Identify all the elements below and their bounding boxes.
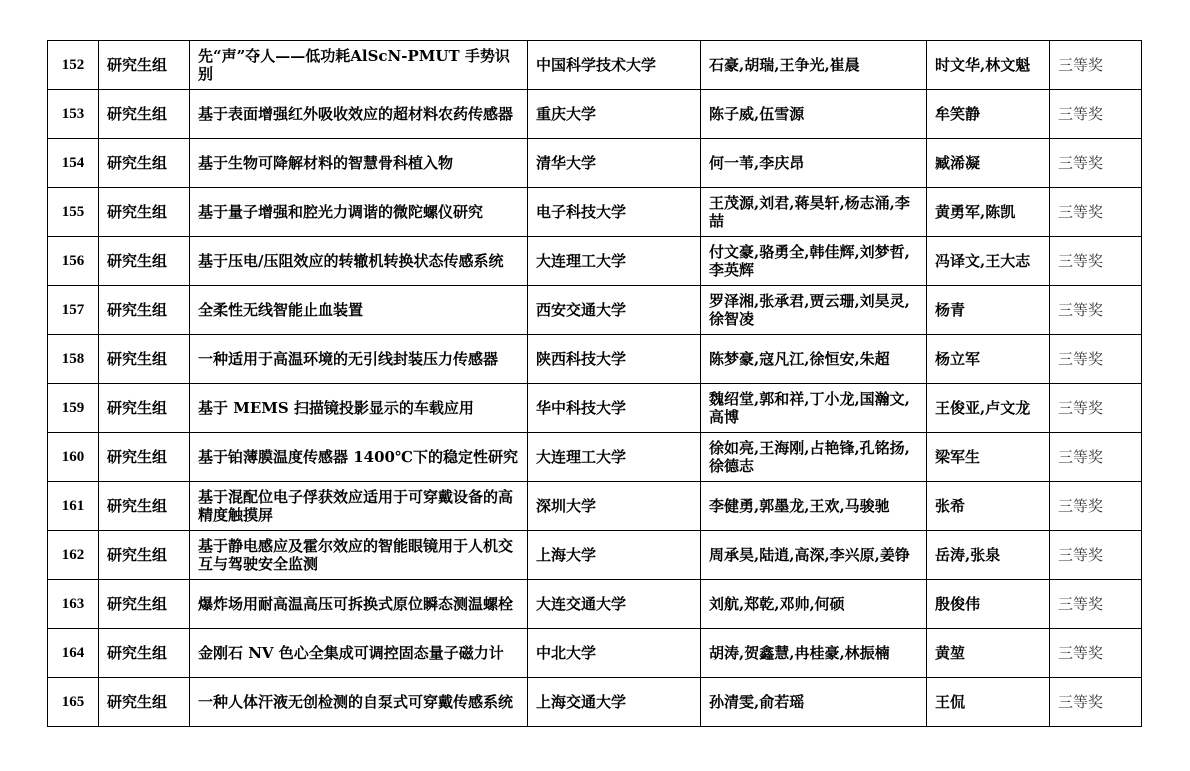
group-cell: 研究生组 <box>99 90 190 139</box>
award-cell: 三等奖 <box>1050 139 1142 188</box>
table-row <box>48 433 1142 482</box>
award-cell: 三等奖 <box>1050 335 1142 384</box>
team-members-cell: 孙清雯,俞若瑶 <box>701 678 927 727</box>
table-row <box>48 139 1142 188</box>
advisors-cell: 时文华,林文魁 <box>927 41 1050 90</box>
award-cell: 三等奖 <box>1050 678 1142 727</box>
group-cell: 研究生组 <box>99 384 190 433</box>
project-title-cell: 基于压电/压阻效应的转辙机转换状态传感系统 <box>190 237 528 286</box>
project-title-cell: 全柔性无线智能止血装置 <box>190 286 528 335</box>
school-cell: 重庆大学 <box>528 90 701 139</box>
advisors-cell: 殷俊伟 <box>927 580 1050 629</box>
project-title-cell: 基于量子增强和腔光力调谐的微陀螺仪研究 <box>190 188 528 237</box>
team-members-cell: 徐如亮,王海刚,占艳锋,孔铭扬,徐德志 <box>701 433 927 482</box>
school-cell: 电子科技大学 <box>528 188 701 237</box>
team-members-cell: 陈梦豪,寇凡江,徐恒安,朱超 <box>701 335 927 384</box>
school-cell: 大连理工大学 <box>528 433 701 482</box>
row-number: 160 <box>48 433 99 482</box>
group-cell: 研究生组 <box>99 237 190 286</box>
advisors-cell: 臧浠凝 <box>927 139 1050 188</box>
award-cell: 三等奖 <box>1050 629 1142 678</box>
award-cell: 三等奖 <box>1050 433 1142 482</box>
advisors-cell: 杨青 <box>927 286 1050 335</box>
award-cell: 三等奖 <box>1050 580 1142 629</box>
table-row <box>48 678 1142 727</box>
table-row <box>48 335 1142 384</box>
school-cell: 上海大学 <box>528 531 701 580</box>
project-title-cell: 一种适用于高温环境的无引线封装压力传感器 <box>190 335 528 384</box>
award-cell: 三等奖 <box>1050 286 1142 335</box>
award-cell: 三等奖 <box>1050 188 1142 237</box>
project-title-cell: 金刚石 NV 色心全集成可调控固态量子磁力计 <box>190 629 528 678</box>
school-cell: 中国科学技术大学 <box>528 41 701 90</box>
project-title-cell: 爆炸场用耐高温高压可拆换式原位瞬态测温螺栓 <box>190 580 528 629</box>
team-members-cell: 魏绍堂,郭和祥,丁小龙,国瀚文,高博 <box>701 384 927 433</box>
group-cell: 研究生组 <box>99 335 190 384</box>
advisors-cell: 王俊亚,卢文龙 <box>927 384 1050 433</box>
school-cell: 大连理工大学 <box>528 237 701 286</box>
table-row <box>48 531 1142 580</box>
table-row <box>48 384 1142 433</box>
project-title-cell: 先“声”夺人——低功耗AlScN-PMUT 手势识别 <box>190 41 528 90</box>
advisors-cell: 牟笑静 <box>927 90 1050 139</box>
row-number: 152 <box>48 41 99 90</box>
project-title-cell: 基于表面增强红外吸收效应的超材料农药传感器 <box>190 90 528 139</box>
advisors-cell: 张希 <box>927 482 1050 531</box>
team-members-cell: 王茂源,刘君,蒋昊轩,杨志涌,李喆 <box>701 188 927 237</box>
team-members-cell: 罗泽湘,张承君,贾云珊,刘昊灵,徐智凌 <box>701 286 927 335</box>
award-cell: 三等奖 <box>1050 531 1142 580</box>
row-number: 153 <box>48 90 99 139</box>
advisors-cell: 冯译文,王大志 <box>927 237 1050 286</box>
table-body <box>48 41 1142 727</box>
school-cell: 上海交通大学 <box>528 678 701 727</box>
team-members-cell: 李健勇,郭墨龙,王欢,马骏驰 <box>701 482 927 531</box>
school-cell: 深圳大学 <box>528 482 701 531</box>
award-cell: 三等奖 <box>1050 237 1142 286</box>
group-cell: 研究生组 <box>99 139 190 188</box>
advisors-cell: 岳涛,张泉 <box>927 531 1050 580</box>
award-cell: 三等奖 <box>1050 41 1142 90</box>
table-row <box>48 188 1142 237</box>
group-cell: 研究生组 <box>99 629 190 678</box>
team-members-cell: 周承昊,陆逍,高深,李兴原,姜铮 <box>701 531 927 580</box>
table-row <box>48 90 1142 139</box>
team-members-cell: 何一苇,李庆昂 <box>701 139 927 188</box>
team-members-cell: 陈子威,伍雪源 <box>701 90 927 139</box>
group-cell: 研究生组 <box>99 188 190 237</box>
table-row <box>48 237 1142 286</box>
school-cell: 清华大学 <box>528 139 701 188</box>
school-cell: 西安交通大学 <box>528 286 701 335</box>
table-row <box>48 580 1142 629</box>
award-cell: 三等奖 <box>1050 482 1142 531</box>
row-number: 156 <box>48 237 99 286</box>
row-number: 159 <box>48 384 99 433</box>
school-cell: 中北大学 <box>528 629 701 678</box>
group-cell: 研究生组 <box>99 482 190 531</box>
team-members-cell: 石豪,胡瑞,王争光,崔晨 <box>701 41 927 90</box>
group-cell: 研究生组 <box>99 286 190 335</box>
advisors-cell: 黄堃 <box>927 629 1050 678</box>
row-number: 163 <box>48 580 99 629</box>
team-members-cell: 刘航,郑乾,邓帅,何硕 <box>701 580 927 629</box>
row-number: 161 <box>48 482 99 531</box>
team-members-cell: 胡涛,贺鑫慧,冉桂豪,林振楠 <box>701 629 927 678</box>
row-number: 157 <box>48 286 99 335</box>
school-cell: 陕西科技大学 <box>528 335 701 384</box>
advisors-cell: 黄勇军,陈凯 <box>927 188 1050 237</box>
project-title-cell: 基于静电感应及霍尔效应的智能眼镜用于人机交互与驾驶安全监测 <box>190 531 528 580</box>
table-row <box>48 629 1142 678</box>
row-number: 155 <box>48 188 99 237</box>
table-row <box>48 482 1142 531</box>
group-cell: 研究生组 <box>99 41 190 90</box>
project-title-cell: 基于混配位电子俘获效应适用于可穿戴设备的高精度触摸屏 <box>190 482 528 531</box>
advisors-cell: 梁军生 <box>927 433 1050 482</box>
row-number: 162 <box>48 531 99 580</box>
advisors-cell: 王侃 <box>927 678 1050 727</box>
award-cell: 三等奖 <box>1050 384 1142 433</box>
row-number: 165 <box>48 678 99 727</box>
group-cell: 研究生组 <box>99 580 190 629</box>
group-cell: 研究生组 <box>99 678 190 727</box>
team-members-cell: 付文豪,骆勇全,韩佳辉,刘梦哲,李英辉 <box>701 237 927 286</box>
project-title-cell: 一种人体汗液无创检测的自泵式可穿戴传感系统 <box>190 678 528 727</box>
row-number: 158 <box>48 335 99 384</box>
group-cell: 研究生组 <box>99 433 190 482</box>
row-number: 154 <box>48 139 99 188</box>
project-title-cell: 基于 MEMS 扫描镜投影显示的车载应用 <box>190 384 528 433</box>
awards-table <box>47 40 1142 727</box>
table-row <box>48 41 1142 90</box>
project-title-cell: 基于生物可降解材料的智慧骨科植入物 <box>190 139 528 188</box>
award-cell: 三等奖 <box>1050 90 1142 139</box>
group-cell: 研究生组 <box>99 531 190 580</box>
project-title-cell: 基于铂薄膜温度传感器 1400℃下的稳定性研究 <box>190 433 528 482</box>
advisors-cell: 杨立军 <box>927 335 1050 384</box>
school-cell: 大连交通大学 <box>528 580 701 629</box>
row-number: 164 <box>48 629 99 678</box>
school-cell: 华中科技大学 <box>528 384 701 433</box>
table-row <box>48 286 1142 335</box>
